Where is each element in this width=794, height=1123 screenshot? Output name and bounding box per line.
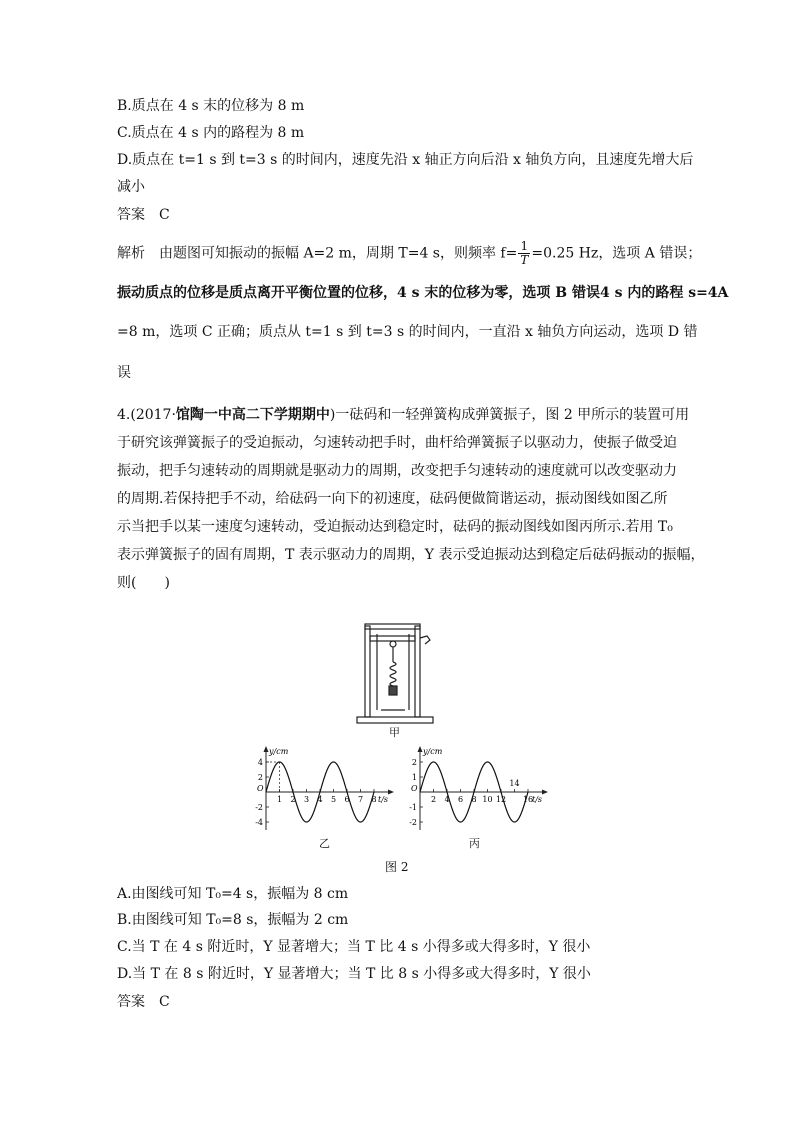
origin-label: O: [411, 784, 418, 793]
q4-option-d[interactable]: D.当 T 在 8 s 附近时，Y 显著增大；当 T 比 8 s 小得多或大得多时，Y 很小: [117, 966, 591, 982]
x-tick-label: 1: [276, 795, 283, 804]
q4-option-b[interactable]: B.由图线可知 T₀=8 s，振幅为 2 cm: [117, 912, 349, 928]
crank-handle-icon: [420, 636, 430, 644]
y-axis-label: y/cm: [269, 747, 289, 756]
x-tick-label: 3: [303, 795, 310, 804]
y-tick-label: -4: [255, 818, 263, 827]
graph-yi: [255, 746, 394, 830]
x-tick-label: 2: [430, 795, 437, 804]
q4-line6: 表示弹簧振子的固有周期，T 表示驱动力的周期，Y 表示受迫振动达到稳定后砝码振动的振幅，: [117, 547, 705, 563]
frame-left-post: [365, 626, 370, 717]
frequency-fraction: [518, 240, 530, 267]
prev-option-b: B.质点在 4 s 末的位移为 8 m: [117, 98, 305, 114]
q4-source: 馆陶一中高二下学期期中: [175, 407, 330, 423]
fraction-denominator: T: [520, 253, 529, 267]
q4-line3: 振动，把手匀速转动的周期就是驱动力的周期，改变把手匀速转动的速度就可以改变驱动力: [117, 463, 677, 479]
x-axis-arrow-icon: [388, 790, 394, 795]
x-tick-label: 14: [509, 779, 520, 788]
x-axis-arrow-icon: [542, 790, 548, 795]
q4-line4: 的周期.若保持把手不动，给砝码一向下的初速度，砝码便做简谐运动，振动图线如图乙所: [117, 491, 668, 507]
x-tick-label: 6: [344, 795, 350, 804]
y-tick-label: -2: [255, 803, 263, 812]
x-axis-label: t/s: [532, 795, 543, 804]
fraction-numerator: 1: [518, 240, 530, 254]
x-tick-label: 8: [471, 795, 477, 804]
y-tick-label: -1: [409, 803, 417, 812]
y-tick-label: 4: [257, 758, 263, 767]
origin-label: O: [257, 784, 264, 793]
y-axis-arrow-icon: [418, 746, 423, 752]
x-tick-label: 8: [371, 795, 377, 804]
y-axis-arrow-icon: [264, 746, 269, 752]
prev-option-c: C.质点在 4 s 内的路程为 8 m: [117, 125, 305, 141]
x-tick-label: 5: [330, 795, 337, 804]
fig-label-bing: 丙: [469, 837, 480, 850]
q4-line2: 于研究该弹簧振子的受迫振动，匀速转动把手时，曲杆给弹簧振子以驱动力，使振子做受迫: [117, 435, 677, 451]
q4-prefix: 4.(2017·: [117, 407, 176, 423]
y-tick-label: 2: [411, 758, 417, 767]
analysis-text-b: =0.25 Hz，选项 A 错误；: [531, 245, 702, 262]
prev-option-d-line2: 减小: [117, 179, 145, 195]
graphs-figure: [240, 740, 550, 830]
answer-label: 答案: [117, 994, 145, 1010]
q4-line7: 则( ): [117, 575, 170, 591]
crank-pivot: [390, 641, 396, 647]
analysis-line1: [117, 240, 701, 267]
q4-line1-rest: )一砝码和一轻弹簧构成弹簧振子，图 2 甲所示的装置可用: [329, 407, 690, 423]
y-tick-label: -2: [409, 818, 417, 827]
x-tick-label: 2: [290, 795, 296, 804]
y-axis-label: y/cm: [423, 747, 443, 756]
frame-top-bar: [365, 624, 420, 629]
q4-line1: [117, 405, 689, 425]
q4-line5: 示当把手以某一速度匀速转动，受迫振动达到稳定时，砝码的振动图线如图丙所示.若用 T₀: [117, 519, 673, 535]
prev-answer: [117, 205, 170, 225]
y-tick-label: 2: [257, 773, 263, 782]
x-tick-label: 4: [444, 795, 450, 804]
graph-bing: [409, 746, 548, 830]
answer-value: C: [159, 207, 170, 223]
answer-value: C: [159, 994, 170, 1010]
q4-option-a[interactable]: A.由图线可知 T₀=4 s，振幅为 8 cm: [117, 886, 349, 902]
fig-label-jia: 甲: [389, 726, 400, 739]
frame-right-post: [415, 626, 420, 717]
apparatus-base: [357, 717, 433, 723]
q4-answer: [117, 992, 170, 1012]
fig-label-yi: 乙: [319, 837, 330, 850]
weight-mass: [389, 686, 397, 695]
y-tick-label: 1: [411, 773, 417, 782]
prev-option-d-line1: D.质点在 t=1 s 到 t=3 s 的时间内，速度先沿 x 轴正方向后沿 x 轴负方向，且速度先增大后: [117, 152, 694, 168]
analysis-line2: 振动质点的位移是质点离开平衡位置的位移，4 s 末的位移为零，选项 B 错误4 s 内的路程 s=4A: [117, 285, 729, 301]
x-tick-label: 10: [482, 795, 493, 804]
apparatus-figure: [355, 622, 435, 740]
q4-option-c[interactable]: C.当 T 在 4 s 附近时，Y 显著增大；当 T 比 4 s 小得多或大得多时，Y 很小: [117, 939, 591, 955]
x-axis-label: t/s: [378, 795, 389, 804]
x-tick-label: 12: [495, 795, 507, 804]
analysis-text-a: 解析 由题图可知振动的振幅 A=2 m，周期 T=4 s，则频率 f=: [117, 245, 518, 262]
answer-label: 答案: [117, 207, 145, 223]
analysis-line3: =8 m，选项 C 正确；质点从 t=1 s 到 t=3 s 的时间内，一直沿 x 轴负方向运动，选项 D 错: [117, 324, 698, 340]
x-tick-label: 7: [357, 795, 364, 804]
x-tick-label: 16: [522, 795, 534, 804]
x-tick-label: 4: [317, 795, 323, 804]
analysis-line4: 误: [117, 365, 131, 381]
figure-caption: 图 2: [385, 860, 409, 874]
x-tick-label: 6: [457, 795, 464, 804]
spring-icon: [390, 662, 396, 686]
